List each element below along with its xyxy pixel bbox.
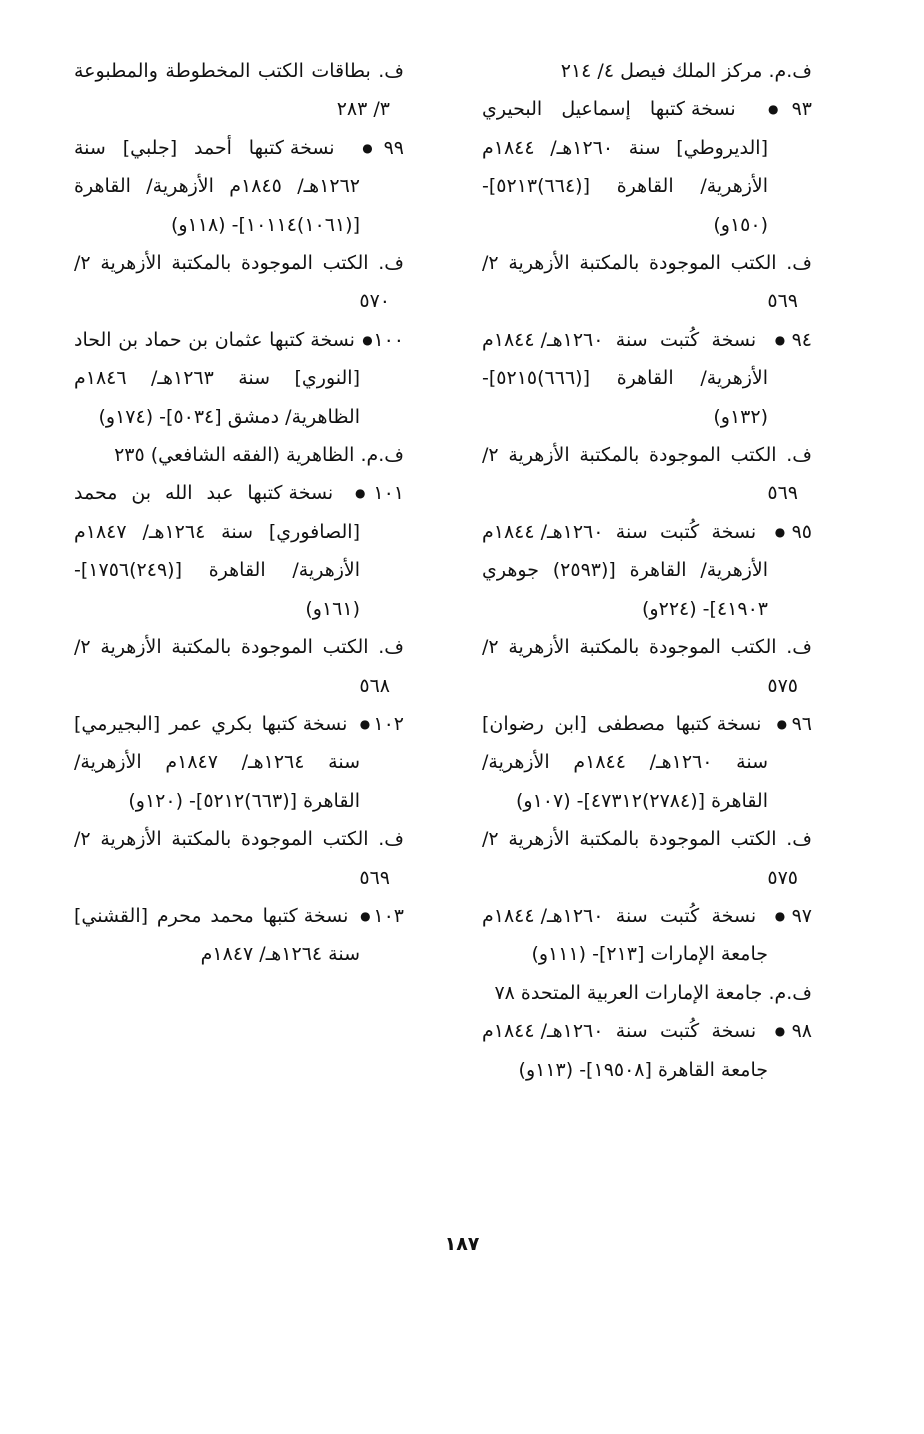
entry-text: نسخة كتبها عثمان بن حماد بن الحاد [النوري] سنة ١٢٦٣هـ/ ١٨٤٦م الظاهرية/ دمشق [٥٠٣٤]- (١٧٤و) — [74, 328, 360, 428]
bullet-icon: ● — [768, 332, 792, 347]
entry-text: نسخة كتبها أحمد [جلبي] سنة ١٢٦٢هـ/ ١٨٤٥م الأزهرية/ القاهرة [(١٠٦١)١٠١١٤]- (١١٨و) — [74, 136, 361, 236]
catalog-entry — [482, 513, 812, 628]
entry-text: نسخة كتبها مصطفى [ابن رضوان] سنة ١٢٦٠هـ/ ١٨٤٤م الأزهرية/ القاهرة [(٢٧٨٤)٤٧٣١٢]- (١٠٧و) — [482, 712, 768, 812]
entry-number: ٩٩ — [383, 136, 404, 159]
catalog-reference-note: ف. الكتب الموجودة بالمكتبة الأزهرية ٢/ ٥٦٩ — [482, 444, 812, 505]
bullet-icon: ● — [357, 908, 374, 923]
catalog-entry — [482, 1012, 812, 1089]
bullet-icon: ● — [347, 486, 374, 501]
entry-text: نسخة كُتبت سنة ١٢٦٠هـ/ ١٨٤٤م جامعة القاهرة [١٩٥٠٨]- (١١٣و) — [482, 1020, 768, 1081]
entry-number: ١٠١ — [373, 482, 404, 505]
entry-number: ١٠٠ — [373, 328, 404, 351]
catalog-reference-note: ف. الكتب الموجودة بالمكتبة الأزهرية ٢/ ٥٦٩ — [482, 252, 812, 313]
catalog-entry — [74, 321, 404, 436]
entry-number: ٩٣ — [791, 98, 813, 121]
catalog-entry — [74, 129, 404, 244]
catalog-reference-note: ف. الكتب الموجودة بالمكتبة الأزهرية ٢/ ٥٧٥ — [482, 828, 812, 889]
entry-text: نسخة كتبها إسماعيل البحيري [الديروطي] سنة ١٢٦٠هـ/ ١٨٤٤م الأزهرية/ القاهرة [(٦٦٤)٥٢١٣]- (١٥٠و) — [482, 98, 768, 236]
entry-text: نسخة كتبها عبد الله بن محمد [الصافوري] سنة ١٢٦٤هـ/ ١٨٤٧م الأزهرية/ القاهرة [(٢٤٩)١٧٥٦]- (١٦١و) — [74, 482, 360, 620]
catalog-reference-note: ف.م. الظاهرية (الفقه الشافعي) ٢٣٥ — [114, 444, 404, 467]
bullet-icon: ● — [768, 1024, 792, 1039]
catalog-reference-note: ف. الكتب الموجودة بالمكتبة الأزهرية ٢/ ٥٧٠ — [74, 252, 404, 313]
right-column — [482, 52, 812, 1089]
bullet-icon: ● — [772, 716, 792, 731]
bullet-icon: ● — [768, 524, 792, 539]
bullet-icon: ● — [768, 908, 792, 923]
entry-number: ٩٦ — [791, 712, 813, 735]
page-number: ١٨٧ — [444, 1233, 480, 1255]
left-column — [74, 52, 404, 974]
catalog-reference-note: ف.م. مركز الملك فيصل ٤/ ٢١٤ — [560, 60, 812, 82]
catalog-entry — [482, 705, 812, 820]
entry-number: ٩٨ — [791, 1020, 812, 1043]
bullet-icon: ● — [351, 140, 384, 155]
catalog-entry — [74, 705, 404, 820]
catalog-reference-note: ف. بطاقات الكتب المخطوطة والمطبوعة ٣/ ٢٨٣ — [74, 60, 404, 121]
catalog-entry — [482, 321, 812, 436]
catalog-entry — [74, 897, 404, 974]
entry-number: ١٠٢ — [373, 712, 404, 735]
bullet-icon: ● — [361, 332, 374, 347]
entry-text: نسخة كُتبت سنة ١٢٦٠هـ/ ١٨٤٤م الأزهرية/ القاهرة [(٢٥٩٣) جوهري ٤١٩٠٣]- (٢٢٤و) — [482, 520, 769, 620]
entry-number: ٩٤ — [791, 328, 812, 351]
catalog-reference-note: ف.م. جامعة الإمارات العربية المتحدة ٧٨ — [494, 981, 812, 1004]
entry-text: نسخة كتبها محمد محرم [القشني] سنة ١٢٦٤هـ/ ١٨٤٧م — [74, 904, 360, 966]
catalog-reference-note: ف. الكتب الموجودة بالمكتبة الأزهرية ٢/ ٥٧٥ — [482, 636, 812, 697]
catalog-entry — [74, 474, 404, 628]
entry-text: نسخة كُتبت سنة ١٢٦٠هـ/ ١٨٤٤م جامعة الإمارات [٢١٣]- (١١١و) — [482, 904, 768, 966]
bullet-icon: ● — [356, 716, 374, 731]
entry-text: نسخة كتبها بكري عمر [البجيرمي] سنة ١٢٦٤هـ/ ١٨٤٧م الأزهرية/ القاهرة [(٦٦٣)٥٢١٢]- (١٢٠و) — [74, 712, 360, 812]
catalog-entry — [482, 897, 812, 974]
catalog-reference-note: ف. الكتب الموجودة بالمكتبة الأزهرية ٢/ ٥٦٨ — [74, 636, 404, 697]
bullet-icon: ● — [754, 102, 792, 117]
entry-number: ٩٥ — [791, 520, 812, 543]
entry-number: ١٠٣ — [373, 904, 404, 927]
catalog-reference-note: ف. الكتب الموجودة بالمكتبة الأزهرية ٢/ ٥٦٩ — [74, 828, 404, 889]
entry-text: نسخة كُتبت سنة ١٢٦٠هـ/ ١٨٤٤م الأزهرية/ القاهرة [(٦٦٦)٥٢١٥]- (١٣٢و) — [482, 328, 768, 428]
catalog-entry — [482, 90, 812, 244]
entry-number: ٩٧ — [791, 904, 812, 927]
